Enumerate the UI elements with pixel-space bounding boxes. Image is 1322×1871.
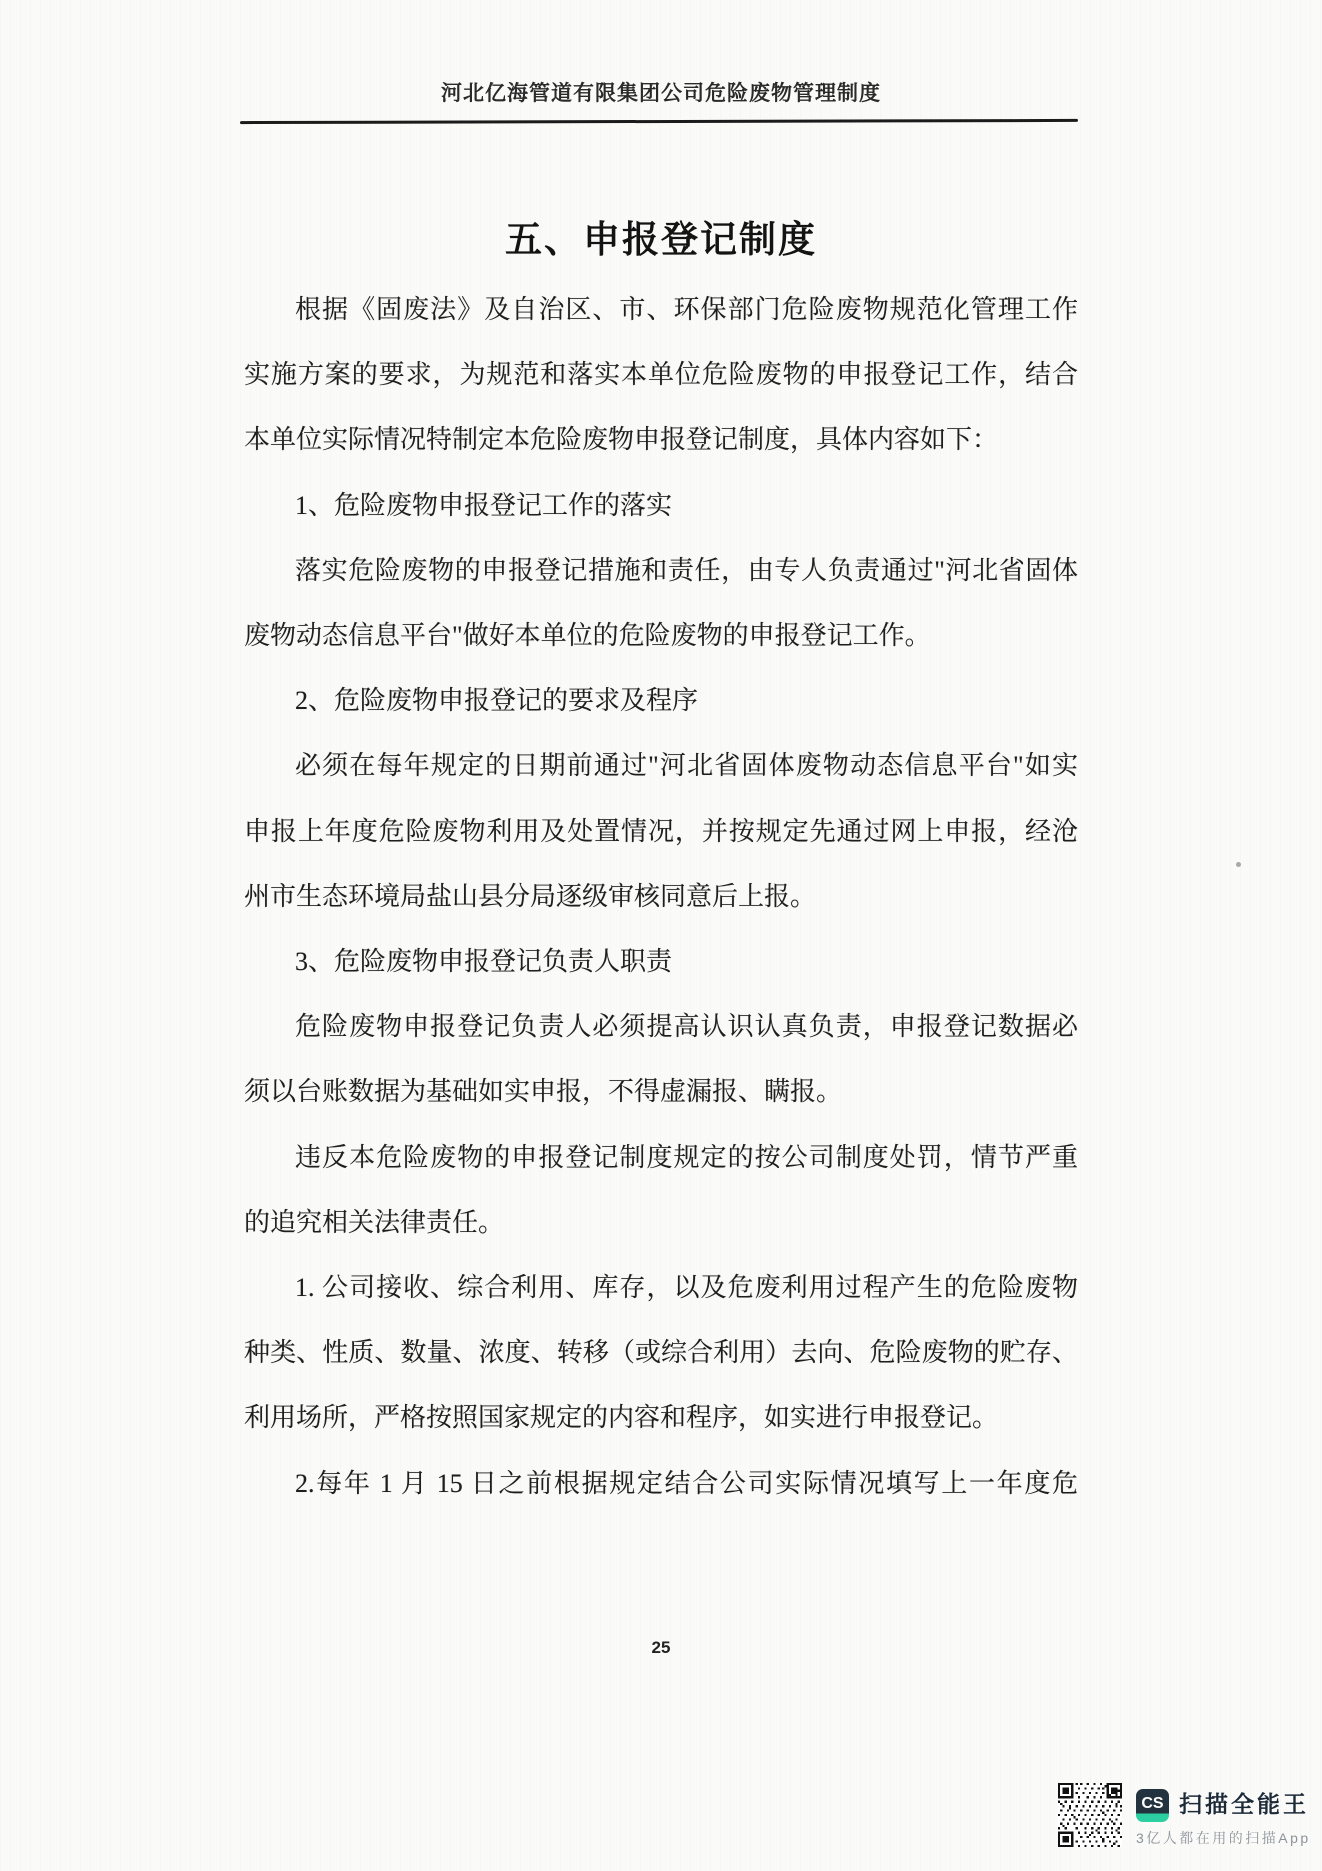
body-line: 1. 公司接收、综合利用、库存，以及危废利用过程产生的危险废物: [295, 1273, 1078, 1302]
running-header: 河北亿海管道有限集团公司危险废物管理制度: [441, 82, 881, 105]
body-line: 实施方案的要求，为规范和落实本单位危险废物的申报登记工作，结合: [244, 360, 1078, 389]
section-title: 五、申报登记制度: [505, 219, 817, 260]
body-line: 利用场所，严格按照国家规定的内容和程序，如实进行申报登记。: [244, 1403, 999, 1432]
scan-artifact-dot: [1236, 862, 1241, 867]
camscanner-logo-text: CS: [1141, 1794, 1164, 1812]
body-line: 须以台账数据为基础如实申报，不得虚漏报、瞒报。: [244, 1077, 843, 1106]
header-rule: [240, 119, 1078, 124]
body-line: 落实危险废物的申报登记措施和责任，由专人负责通过"河北省固体: [295, 556, 1078, 585]
list-item-heading: 2、危险废物申报登记的要求及程序: [295, 686, 699, 715]
camscanner-logo-icon: [1136, 1789, 1169, 1822]
page-number: 25: [651, 1638, 671, 1657]
body-line: 的追究相关法律责任。: [244, 1208, 505, 1237]
list-item-heading: 3、危险废物申报登记负责人职责: [295, 947, 673, 976]
camscanner-tagline: 3亿人都在用的扫描App: [1136, 1830, 1311, 1846]
body-line: 本单位实际情况特制定本危险废物申报登记制度，具体内容如下：: [244, 425, 999, 454]
body-line: 种类、性质、数量、浓度、转移（或综合利用）去向、危险废物的贮存、: [244, 1338, 1078, 1367]
qr-code-icon: [1058, 1783, 1122, 1847]
list-item-heading: 1、危险废物申报登记工作的落实: [295, 491, 673, 520]
body-line: 危险废物申报登记负责人必须提高认识认真负责，申报登记数据必: [295, 1012, 1078, 1041]
body-line: 申报上年度危险废物利用及处置情况，并按规定先通过网上申报，经沧: [244, 817, 1078, 846]
body-line: 必须在每年规定的日期前通过"河北省固体废物动态信息平台"如实: [295, 751, 1078, 780]
body-line: 违反本危险废物的申报登记制度规定的按公司制度处罚，情节严重: [295, 1143, 1078, 1172]
camscanner-app-name: 扫描全能王: [1179, 1791, 1309, 1817]
body-line: 2.每年 1 月 15 日之前根据规定结合公司实际情况填写上一年度危: [295, 1469, 1078, 1498]
body-line: 州市生态环境局盐山县分局逐级审核同意后上报。: [244, 882, 817, 911]
body-line: 废物动态信息平台"做好本单位的危险废物的申报登记工作。: [244, 621, 931, 650]
body-line: 根据《固废法》及自治区、市、环保部门危险废物规范化管理工作: [295, 295, 1078, 324]
